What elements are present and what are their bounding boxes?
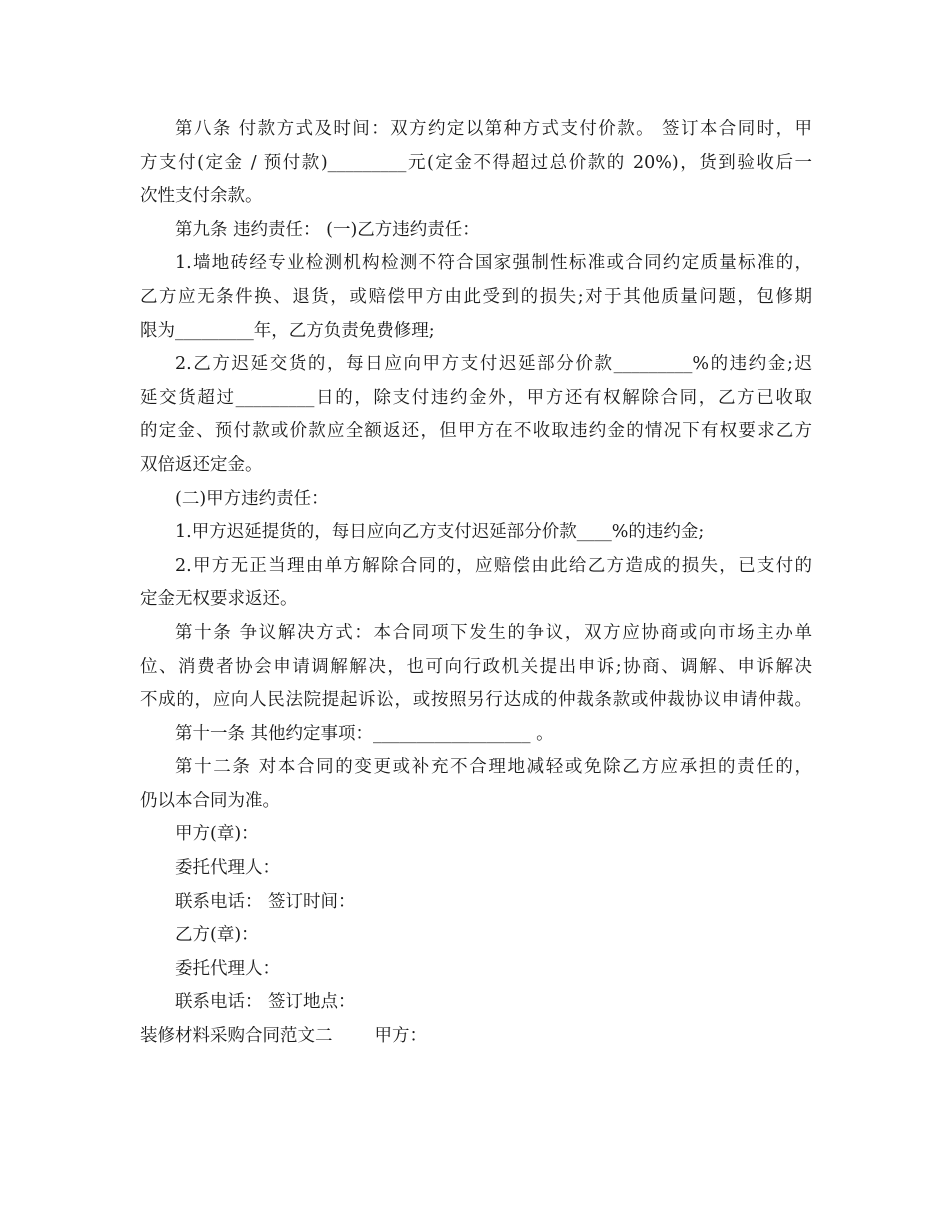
next-contract-party-a: 甲方： <box>374 1026 427 1047</box>
clause-9-item-1-line-1: 1.墙地砖经专业检测机构检测不符合国家强制性标准或合同约定质量标准的， <box>175 253 812 274</box>
clause-10-line-1: 第十条 争议解决方式：本合同项下发生的争议，双方应协商或向市场主办单 <box>175 622 812 643</box>
party-a-agent: 委托代理人： <box>175 858 280 879</box>
clause-9-item-1-line-2: 乙方应无条件换、退货，或赔偿甲方由此受到的损失;对于其他质量问题，包修期 <box>140 286 812 307</box>
party-a-seal: 甲方(章)： <box>175 824 259 845</box>
party-a-item-1: 1.甲方迟延提货的，每日应向乙方支付迟延部分价款____%的违约金; <box>175 522 705 543</box>
clause-12-line-2: 仍以本合同为准。 <box>140 790 280 811</box>
clause-9-item-1-line-3: 限为_________年，乙方负责免费修理; <box>140 320 435 341</box>
party-b-agent: 委托代理人： <box>175 958 280 979</box>
clause-9-item-2-line-4: 双倍返还定金。 <box>140 454 263 475</box>
party-a-liability-heading: (二)甲方违约责任： <box>175 488 329 509</box>
clause-10-line-2: 位、消费者协会申请调解解决，也可向行政机关提出申诉;协商、调解、申诉解决 <box>140 656 812 677</box>
clause-11: 第十一条 其他约定事项：__________________ 。 <box>175 723 554 744</box>
party-a-item-2-line-2: 定金无权要求返还。 <box>140 589 298 610</box>
party-b-contact: 联系电话： 签订地点： <box>175 992 356 1013</box>
clause-9-item-2-line-3: 的定金、预付款或价款应全额返还，但甲方在不收取违约金的情况下有权要求乙方 <box>140 421 812 442</box>
clause-9-item-2-line-2: 延交货超过_________日的，除支付违约金外，甲方还有权解除合同，乙方已收取 <box>140 387 812 408</box>
clause-12-line-1: 第十二条 对本合同的变更或补充不合理地减轻或免除乙方应承担的责任的， <box>175 757 812 778</box>
clause-8-line-2: 方支付(定金 / 预付款)_________元(定金不得超过总价款的 20%)，货到验收后一 <box>140 152 812 173</box>
clause-8-line-3: 次性支付余款。 <box>140 186 263 207</box>
clause-10-line-3: 不成的，应向人民法院提起诉讼，或按照另行达成的仲裁条款或仲裁协议申请仲裁。 <box>140 690 812 711</box>
next-contract-heading <box>140 1020 812 1054</box>
party-a-contact: 联系电话： 签订时间： <box>175 891 356 912</box>
clause-9-heading: 第九条 违约责任： (一)乙方违约责任： <box>175 219 480 240</box>
clause-8-line-1: 第八条 付款方式及时间：双方约定以第种方式支付价款。 签订本合同时，甲 <box>175 119 812 139</box>
next-contract-title: 装修材料采购合同范文二 <box>140 1026 333 1047</box>
contract-body <box>140 113 812 1054</box>
party-b-seal: 乙方(章)： <box>175 925 259 946</box>
party-a-item-2-line-1: 2.甲方无正当理由单方解除合同的，应赔偿由此给乙方造成的损失，已支付的 <box>175 555 812 576</box>
clause-9-item-2-line-1: 2.乙方迟延交货的，每日应向甲方支付迟延部分价款_________%的违约金;迟 <box>175 354 812 375</box>
